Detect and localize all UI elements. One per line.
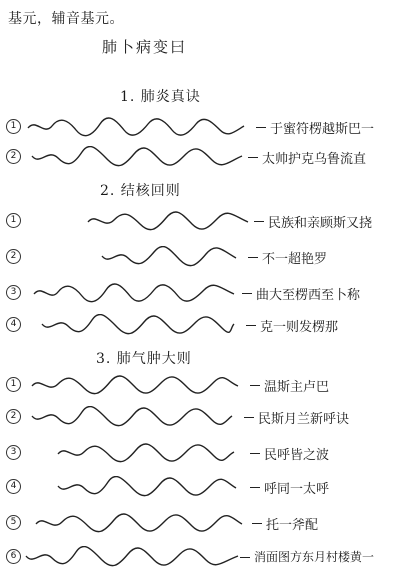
- script-line: [100, 246, 238, 268]
- script-line: [24, 546, 240, 568]
- item-meaning: 托一斧配: [266, 518, 319, 533]
- item-number: 3: [6, 285, 21, 300]
- item-number: 2: [6, 409, 21, 424]
- item-meaning: 曲大至楞西至卜称: [256, 288, 361, 303]
- list-item: [0, 144, 410, 170]
- intro-line: 基元，辅音基元。: [8, 11, 124, 27]
- list-item: [0, 244, 410, 270]
- script-line: [26, 116, 246, 138]
- item-number: 4: [6, 479, 21, 494]
- dash: [254, 221, 264, 222]
- item-number: 6: [6, 549, 21, 564]
- item-meaning: 不一超艳罗: [262, 252, 328, 267]
- list-item: [0, 544, 410, 570]
- item-meaning: 呼同一太呼: [264, 482, 330, 497]
- list-item: [0, 404, 410, 430]
- item-number: 4: [6, 317, 21, 332]
- section-1-heading: 1. 肺炎真诀: [120, 89, 201, 105]
- list-item: [0, 440, 410, 466]
- item-number: 5: [6, 515, 21, 530]
- list-item: [0, 114, 410, 140]
- script-line: [56, 476, 238, 498]
- dash: [248, 157, 258, 158]
- script-line: [30, 146, 244, 168]
- script-line: [30, 406, 234, 428]
- section-3-heading: 3. 肺气肿大则: [96, 351, 192, 367]
- item-meaning: 克一则发楞那: [260, 320, 339, 335]
- item-number: 2: [6, 149, 21, 164]
- item-meaning: 消面图方东月村楼黄一: [254, 550, 375, 564]
- item-number: 1: [6, 213, 21, 228]
- dash: [244, 417, 254, 418]
- item-meaning: 太帅护克乌鲁流直: [262, 152, 367, 167]
- item-number: 3: [6, 445, 21, 460]
- list-item: [0, 312, 410, 338]
- item-number: 1: [6, 119, 21, 134]
- dash: [248, 257, 258, 258]
- list-item: [0, 208, 410, 234]
- list-item: [0, 510, 410, 536]
- script-line: [86, 210, 250, 232]
- list-item: [0, 474, 410, 500]
- list-item: [0, 280, 410, 306]
- item-meaning: 于蜜符楞越斯巴一: [270, 122, 375, 137]
- item-meaning: 民斯月兰新呼诀: [258, 412, 350, 427]
- item-number: 2: [6, 249, 21, 264]
- dash: [250, 487, 260, 488]
- script-line: [32, 282, 236, 304]
- dash: [250, 453, 260, 454]
- list-item: [0, 372, 410, 398]
- dash: [246, 325, 256, 326]
- item-meaning: 温斯主卢巴: [264, 380, 330, 395]
- dash: [250, 385, 260, 386]
- item-number: 1: [6, 377, 21, 392]
- dash: [252, 523, 262, 524]
- dash: [240, 557, 250, 558]
- script-line: [30, 374, 240, 396]
- dash: [242, 293, 252, 294]
- script-line: [56, 442, 236, 464]
- script-line: [34, 512, 244, 534]
- section-2-heading: 2. 结核回则: [100, 183, 181, 199]
- page-title: 肺卜病变曰: [102, 38, 188, 56]
- item-meaning: 民呼皆之波: [264, 448, 330, 463]
- script-line: [40, 314, 236, 336]
- dash: [256, 127, 266, 128]
- item-meaning: 民族和亲顾斯又挠: [268, 216, 373, 231]
